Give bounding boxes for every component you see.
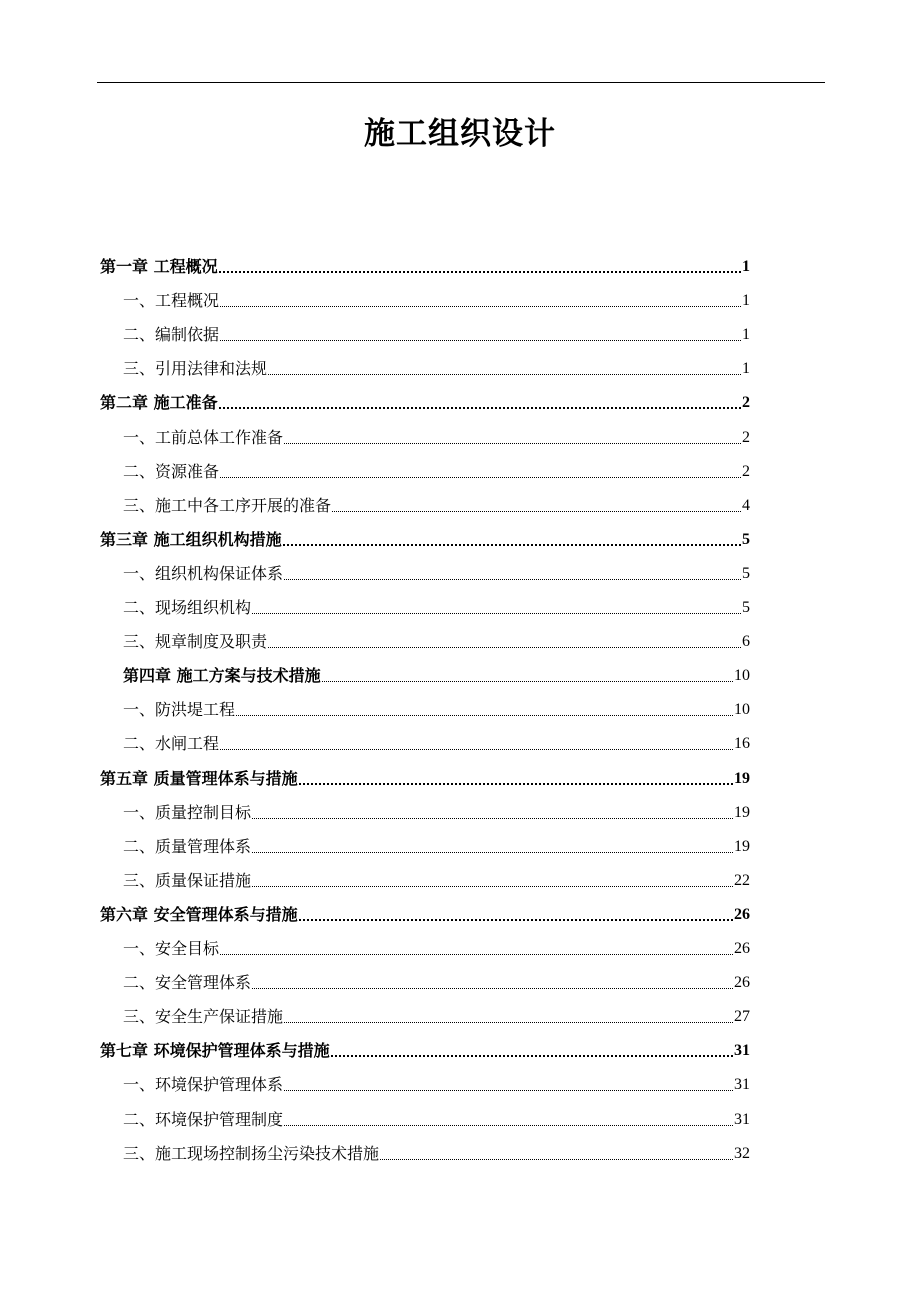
- document-title: 施工组织设计: [364, 116, 556, 152]
- toc-chapter-entry[interactable]: [100, 381, 750, 413]
- toc-entry-page-number: 1: [742, 326, 750, 343]
- toc-leader-dots: [252, 613, 741, 614]
- toc-leader-dots: [220, 477, 741, 478]
- header-rule: [97, 82, 825, 83]
- toc-leader-dots: [331, 1055, 733, 1057]
- toc-entry-label: 二、质量管理体系: [123, 837, 252, 856]
- toc-section-entry[interactable]: [123, 859, 750, 891]
- toc-entry-page-number: 19: [734, 770, 750, 787]
- toc-entry-page-number: 2: [742, 463, 750, 480]
- toc-section-entry[interactable]: [123, 722, 750, 754]
- toc-leader-dots: [284, 443, 741, 444]
- toc-chapter-entry[interactable]: [100, 893, 750, 925]
- toc-entry-page-number: 2: [742, 429, 750, 446]
- toc-entry-page-number: 26: [734, 906, 750, 923]
- toc-section-entry[interactable]: [123, 961, 750, 993]
- toc-entry-page-number: 27: [734, 1008, 750, 1025]
- toc-entry-page-number: 26: [734, 940, 750, 957]
- toc-section-entry[interactable]: [123, 620, 750, 652]
- toc-leader-dots: [219, 271, 741, 273]
- toc-entry-page-number: 31: [734, 1042, 750, 1059]
- toc-entry-page-number: 1: [742, 292, 750, 309]
- toc-leader-dots: [252, 818, 733, 819]
- toc-entry-label: 三、安全生产保证措施: [123, 1007, 284, 1026]
- toc-entry-label: 第六章 安全管理体系与措施: [100, 905, 298, 924]
- toc-leader-dots: [268, 647, 741, 648]
- toc-entry-page-number: 26: [734, 974, 750, 991]
- toc-entry-label: 第七章 环境保护管理体系与措施: [100, 1041, 330, 1060]
- toc-section-entry[interactable]: [123, 586, 750, 618]
- toc-entry-page-number: 6: [742, 633, 750, 650]
- toc-section-entry[interactable]: [123, 347, 750, 379]
- toc-leader-dots: [220, 340, 741, 341]
- toc-section-entry[interactable]: [123, 927, 750, 959]
- toc-chapter-entry[interactable]: [100, 245, 750, 277]
- toc-leader-dots: [268, 374, 741, 375]
- toc-section-entry[interactable]: [123, 313, 750, 345]
- toc-section-entry[interactable]: [123, 484, 750, 516]
- toc-entry-label: 三、规章制度及职责: [123, 632, 268, 651]
- toc-entry-label: 三、质量保证措施: [123, 871, 252, 890]
- toc-entry-label: 一、环境保护管理体系: [123, 1075, 284, 1094]
- toc-leader-dots: [220, 749, 733, 750]
- toc-section-entry[interactable]: [123, 450, 750, 482]
- toc-entry-label: 第二章 施工准备: [100, 393, 218, 412]
- toc-section-entry[interactable]: [123, 825, 750, 857]
- toc-entry-page-number: 5: [742, 565, 750, 582]
- toc-entry-page-number: 31: [734, 1076, 750, 1093]
- toc-chapter-entry[interactable]: [100, 518, 750, 550]
- toc-leader-dots: [284, 579, 741, 580]
- toc-entry-label: 一、工程概况: [123, 291, 220, 310]
- toc-leader-dots: [284, 1022, 733, 1023]
- toc-section-entry[interactable]: [123, 995, 750, 1027]
- toc-chapter-entry[interactable]: [100, 757, 750, 789]
- toc-leader-dots: [299, 783, 733, 785]
- toc-leader-dots: [252, 852, 733, 853]
- toc-leader-dots: [252, 886, 733, 887]
- toc-entry-label: 一、质量控制目标: [123, 803, 252, 822]
- toc-entry-page-number: 4: [742, 497, 750, 514]
- toc-entry-page-number: 5: [742, 531, 750, 548]
- toc-entry-label: 二、安全管理体系: [123, 973, 252, 992]
- toc-entry-label: 第一章 工程概况: [100, 257, 218, 276]
- toc-section-entry[interactable]: [123, 1132, 750, 1164]
- toc-leader-dots: [219, 407, 741, 409]
- toc-leader-dots: [220, 954, 733, 955]
- toc-entry-label: 一、安全目标: [123, 939, 220, 958]
- toc-entry-label: 一、组织机构保证体系: [123, 564, 284, 583]
- toc-leader-dots: [284, 1090, 733, 1091]
- toc-entry-label: 三、施工现场控制扬尘污染技术措施: [123, 1144, 380, 1163]
- toc-section-entry[interactable]: [123, 791, 750, 823]
- toc-entry-page-number: 31: [734, 1111, 750, 1128]
- toc-entry-label: 二、资源准备: [123, 462, 220, 481]
- toc-leader-dots: [220, 306, 741, 307]
- toc-entry-label: 一、防洪堤工程: [123, 700, 236, 719]
- toc-entry-label: 三、引用法律和法规: [123, 359, 268, 378]
- toc-entry-page-number: 10: [734, 701, 750, 718]
- toc-entry-page-number: 22: [734, 872, 750, 889]
- toc-entry-page-number: 1: [742, 258, 750, 275]
- toc-leader-dots: [283, 544, 741, 546]
- toc-entry-page-number: 32: [734, 1145, 750, 1162]
- toc-leader-dots: [236, 715, 733, 716]
- toc-section-entry[interactable]: [123, 1063, 750, 1095]
- toc-leader-dots: [332, 511, 741, 512]
- toc-entry-label: 二、水闸工程: [123, 734, 220, 753]
- toc-section-entry[interactable]: [123, 552, 750, 584]
- toc-leader-dots: [380, 1159, 733, 1160]
- toc-entry-label: 第三章 施工组织机构措施: [100, 530, 282, 549]
- toc-section-entry[interactable]: [123, 688, 750, 720]
- toc-entry-label: 第四章 施工方案与技术措施: [123, 666, 321, 685]
- toc-leader-dots: [322, 681, 733, 682]
- toc-entry-label: 二、编制依据: [123, 325, 220, 344]
- toc-section-entry[interactable]: [123, 279, 750, 311]
- toc-section-entry[interactable]: [123, 1098, 750, 1130]
- toc-entry-page-number: 16: [734, 735, 750, 752]
- toc-chapter-entry[interactable]: [100, 1029, 750, 1061]
- toc-chapter-entry[interactable]: [123, 654, 750, 686]
- toc-entry-label: 一、工前总体工作准备: [123, 428, 284, 447]
- toc-entry-page-number: 19: [734, 838, 750, 855]
- toc-entry-label: 第五章 质量管理体系与措施: [100, 769, 298, 788]
- toc-entry-page-number: 1: [742, 360, 750, 377]
- toc-entry-page-number: 2: [742, 394, 750, 411]
- toc-entry-page-number: 10: [734, 667, 750, 684]
- toc-section-entry[interactable]: [123, 416, 750, 448]
- toc-leader-dots: [252, 988, 733, 989]
- toc-entry-page-number: 19: [734, 804, 750, 821]
- toc-leader-dots: [284, 1125, 733, 1126]
- toc-entry-label: 二、环境保护管理制度: [123, 1110, 284, 1129]
- toc-entry-label: 三、施工中各工序开展的准备: [123, 496, 332, 515]
- toc-leader-dots: [299, 919, 733, 921]
- toc-entry-label: 二、现场组织机构: [123, 598, 252, 617]
- toc-entry-page-number: 5: [742, 599, 750, 616]
